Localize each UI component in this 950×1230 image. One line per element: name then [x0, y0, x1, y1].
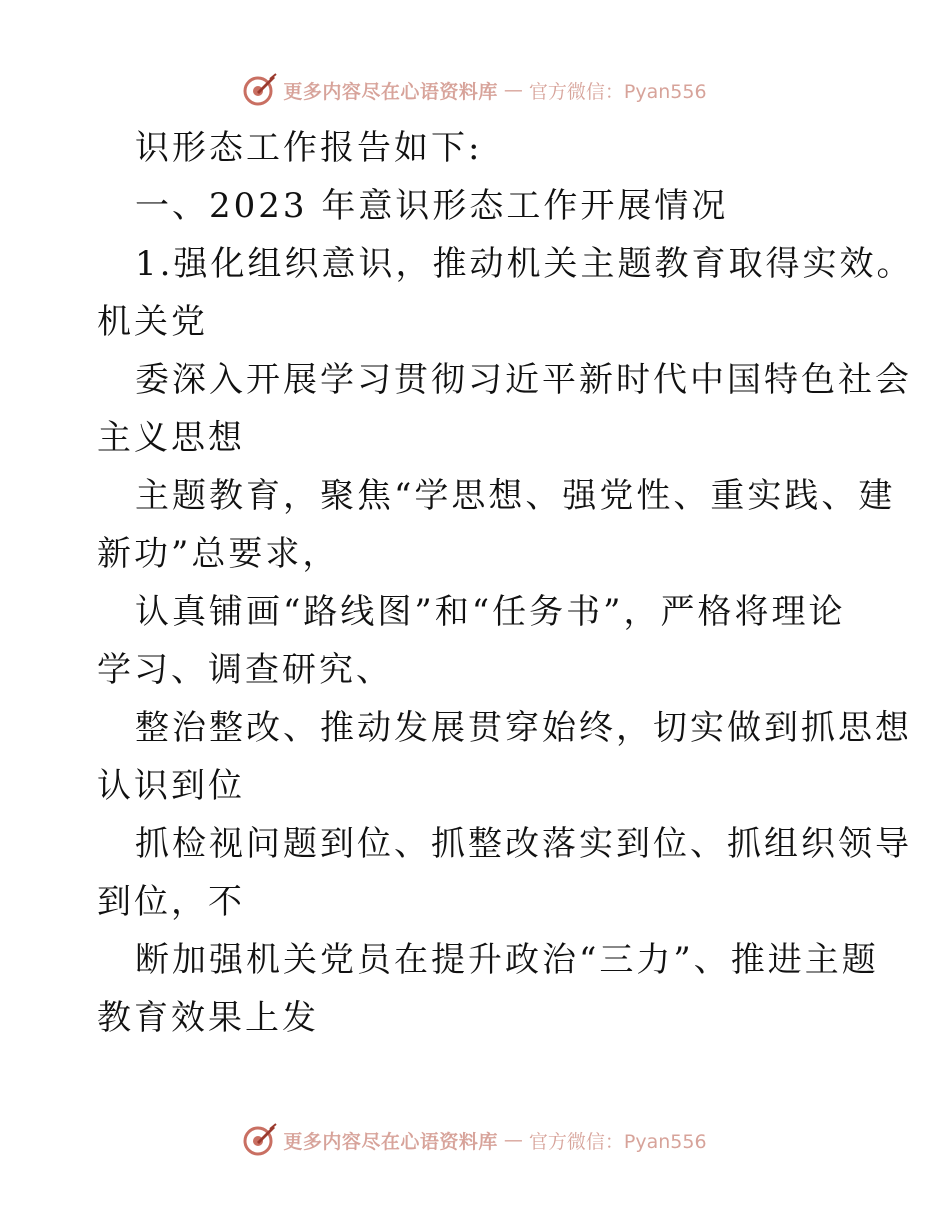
watermark-site-text: 更多内容尽在心语资料库 [283, 80, 498, 103]
body-line: 教育效果上发 [97, 998, 319, 1038]
watermark-separator: — [503, 79, 523, 101]
body-line: 到位，不 [97, 882, 245, 922]
section-heading: 一、2023 年意识形态工作开展情况 [135, 186, 729, 226]
body-line: 主义思想 [97, 418, 245, 458]
body-line: 主题教育，聚焦“学思想、强党性、重实践、建 [135, 476, 896, 516]
body-line: 委深入开展学习贯彻习近平新时代中国特色社会 [135, 360, 912, 400]
footer-watermark [0, 1120, 950, 1160]
body-line: 新功”总要求， [97, 534, 340, 574]
body-line: 认真铺画“路线图”和“任务书”，严格将理论 [135, 592, 846, 632]
quill-logo-icon [243, 1123, 277, 1157]
quill-logo-icon [243, 73, 277, 107]
document-body [97, 119, 914, 1047]
body-line: 机关党 [97, 302, 208, 342]
body-line: 断加强机关党员在提升政治“三力”、推进主题 [135, 940, 879, 980]
header-watermark [0, 70, 950, 110]
subsection-heading: 1.强化组织意识，推动机关主题教育取得实效。 [135, 244, 914, 284]
body-line: 认识到位 [97, 766, 245, 806]
watermark-wechat-text: 官方微信：Pyan556 [528, 80, 707, 103]
body-line: 学习、调查研究、 [97, 650, 393, 690]
watermark-wechat-text: 官方微信：Pyan556 [528, 1130, 707, 1153]
watermark-site-text: 更多内容尽在心语资料库 [283, 1130, 498, 1153]
body-line: 抓检视问题到位、抓整改落实到位、抓组织领导 [135, 824, 912, 864]
watermark-separator: — [503, 1129, 523, 1151]
body-line: 识形态工作报告如下: [135, 128, 483, 168]
body-line: 整治整改、推动发展贯穿始终，切实做到抓思想 [135, 708, 912, 748]
